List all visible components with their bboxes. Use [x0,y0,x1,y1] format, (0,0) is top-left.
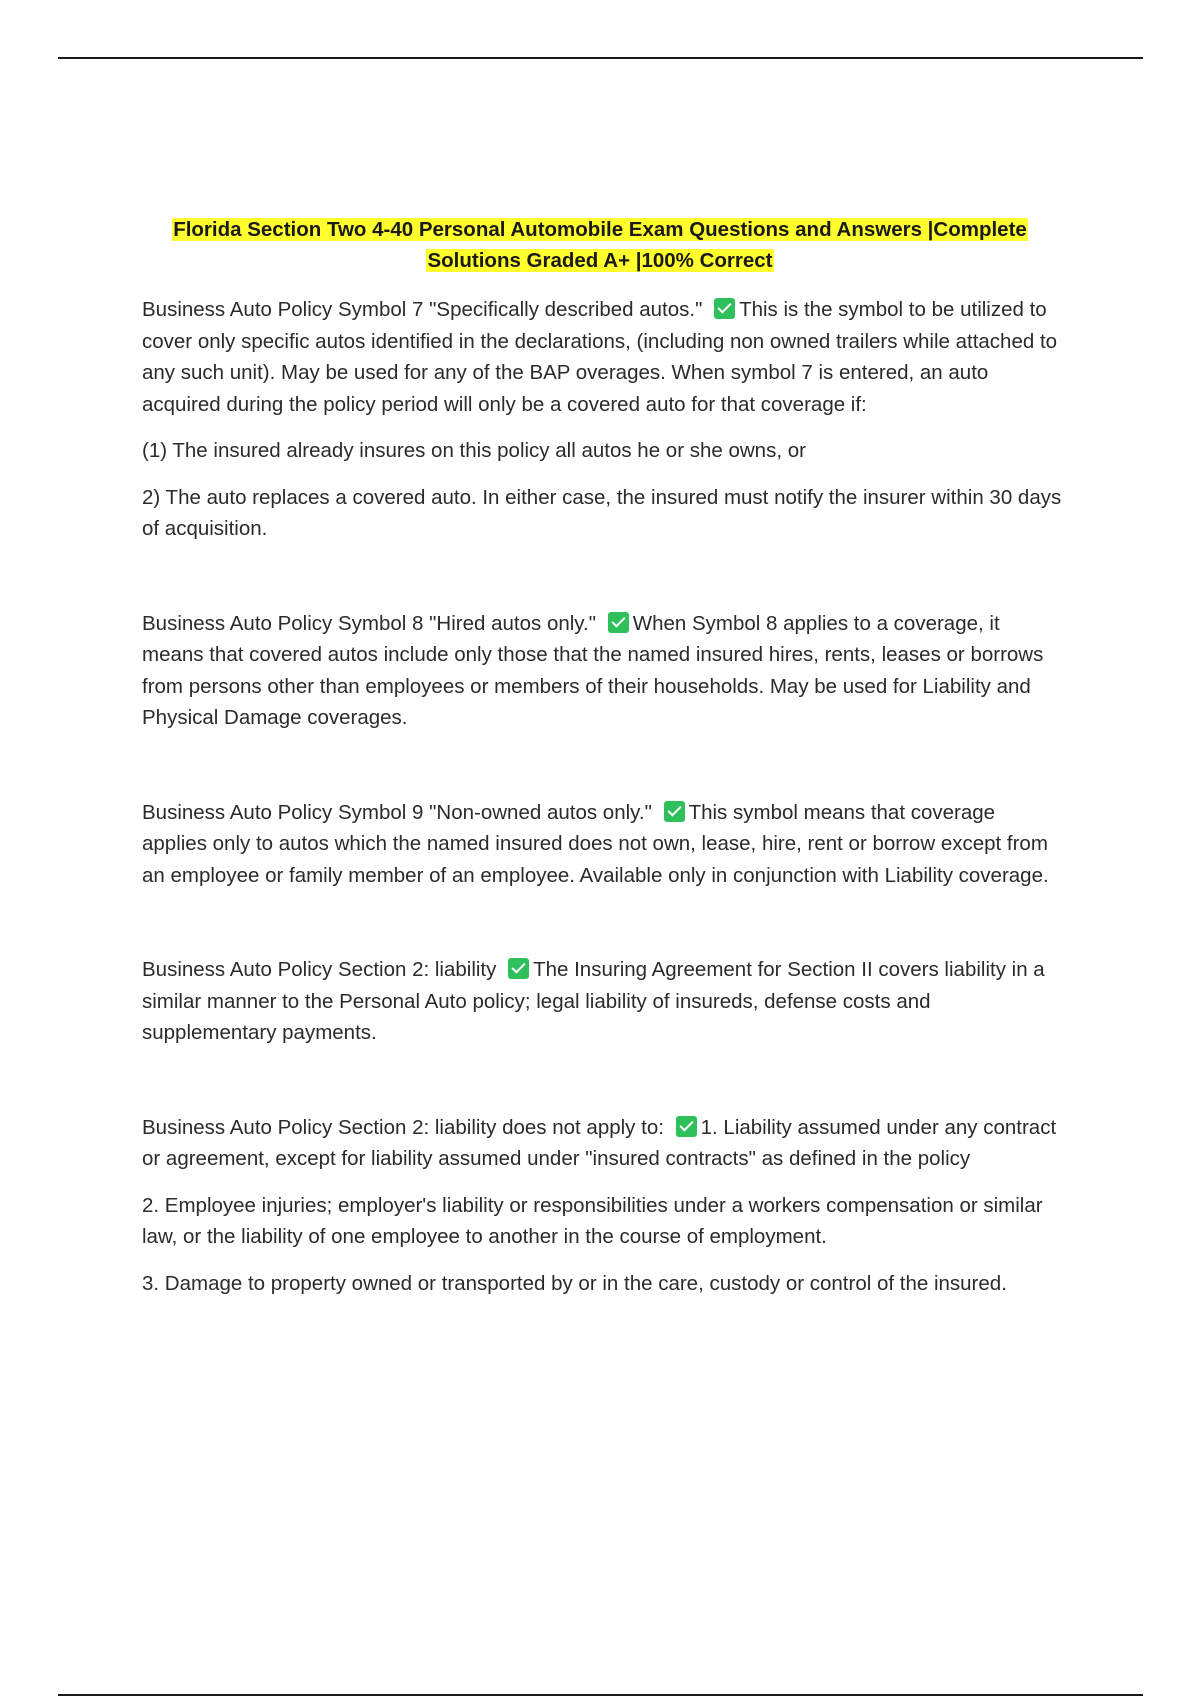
answer-text: When Symbol 8 applies to a coverage, it means that covered autos include only those that the named insured hires, rents, leases or borrows from persons other than employees or members of their households. May be used for Liability and Physical Damage coverages. [142,611,1044,729]
check-mark-icon [608,612,629,633]
qa-item-3 [142,797,1062,892]
title-line-2: Solutions Graded A+ |100% Correct [427,249,773,272]
check-mark-icon [714,298,735,319]
title-line-1: Florida Section Two 4-40 Personal Automobile Exam Questions and Answers |Complete [173,218,1027,241]
spacer [142,906,1062,954]
question-text: Business Auto Policy Symbol 9 "Non-owned autos only." [142,800,652,824]
spacer [142,749,1062,797]
footer-rule [58,1694,1143,1696]
answer-continuation: 3. Damage to property owned or transported by or in the care, custody or control of the insured. [142,1271,1007,1295]
answer-continuation: 2. Employee injuries; employer's liability or responsibilities under a workers compensation or similar law, or the liability of one employee to another in the course of employment. [142,1193,1043,1248]
qa-item-5 [142,1112,1062,1175]
question-text: Business Auto Policy Symbol 7 "Specifically described autos." [142,298,703,321]
question-text: Business Auto Policy Section 2: liability [142,958,497,981]
check-mark-icon [676,1116,697,1137]
qa-item-2 [142,608,1062,734]
answer-continuation: (1) The insured already insures on this policy all autos he or she owns, or [142,439,806,462]
question-text: Business Auto Policy Section 2: liability does not apply to: [142,1115,664,1139]
answer-text: This is the symbol to be utilized to cover only specific autos identified in the declarations, (including non owned trailers while attached to any such unit). May be used for any of the BAP overages. When symbol 7 is entered, an auto acquired during the policy period will only be a covered auto for that coverage if: [142,298,1058,416]
answer-text: The Insuring Agreement for Section II covers liability in a similar manner to the Personal Auto policy; legal liability of insureds, defense costs and supplementary payments. [142,958,1045,1044]
check-mark-icon [508,958,529,979]
document-title [142,214,1058,276]
qa-item-4 [142,954,1062,1049]
header-rule [58,57,1143,59]
qa-content [142,294,1062,1314]
answer-text: 1. Liability assumed under any contract or agreement, except for liability assumed under "insured contracts" as defined in the policy [142,1115,1057,1170]
spacer [142,1064,1062,1112]
spacer [142,560,1062,608]
answer-continuation: 2) The auto replaces a covered auto. In either case, the insured must notify the insurer within 30 days of acquisition. [142,485,1062,540]
question-text: Business Auto Policy Symbol 8 "Hired autos only." [142,611,597,635]
answer-text: This symbol means that coverage applies only to autos which the named insured does not own, lease, hire, rent or borrow except from an employee or family member of an employee. Available only in conjunction with Liability coverage. [142,800,1049,887]
qa-item-1 [142,294,1062,420]
check-mark-icon [664,801,685,822]
